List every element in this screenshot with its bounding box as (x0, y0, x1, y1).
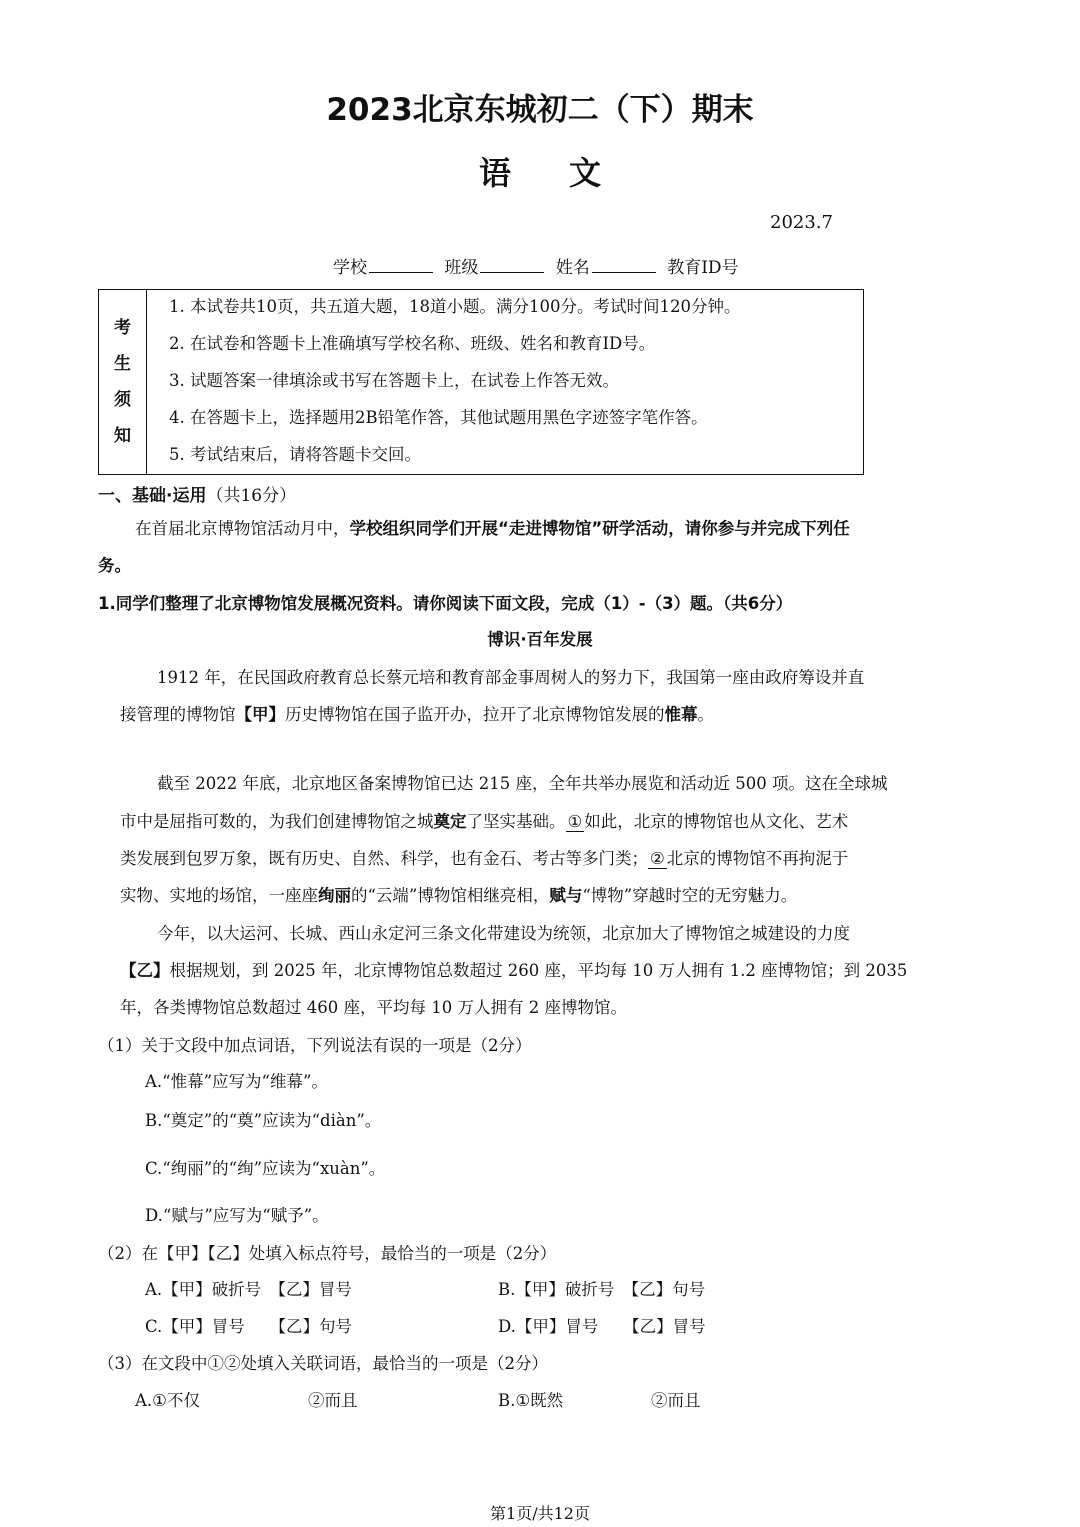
option-b[interactable]: B.“奠定”的“奠”应读为“diàn”。 (145, 1111, 382, 1130)
notice-label-char: 须 (114, 390, 131, 410)
candidate-notice-box (98, 289, 864, 475)
option-b[interactable]: B.【甲】破折号 【乙】句号 (498, 1280, 706, 1299)
notice-label-char: 考 (114, 318, 131, 338)
option-d[interactable]: D.“赋与”应写为“赋予”。 (145, 1206, 329, 1225)
notice-item: 5. 考试结束后，请将答题卡交回。 (169, 445, 421, 464)
passage-line: 今年，以大运河、长城、西山永定河三条文化带建设为统领，北京加大了博物馆之城建设的力度 (157, 924, 850, 943)
notice-label (99, 290, 147, 474)
notice-label-char: 知 (114, 426, 131, 446)
text: 北京的博物馆不再拘泥于 (666, 849, 849, 868)
text: 了坚实基础。 (466, 812, 566, 831)
text: 的“云端”博物馆相继亮相， (351, 886, 550, 905)
notice-item: 3. 试题答案一律填涂或书写在答题卡上，在试卷上作答无效。 (169, 371, 619, 390)
passage-line (120, 808, 848, 832)
passage-line (120, 845, 848, 869)
question-1: 1.同学们整理了北京博物馆发展概况资料。请你阅读下面文段，完成（1）-（3）题。（共6分） (98, 594, 793, 613)
option-d[interactable]: D.【甲】冒号 【乙】冒号 (498, 1317, 706, 1336)
page-number: 第1页/共12页 (490, 1504, 590, 1523)
option-c[interactable]: C.“绚丽”的“绚”应读为“xuàn”。 (145, 1159, 386, 1178)
blank-2: ② (650, 849, 665, 868)
exam-title: 2023北京东城初二（下）期末 (326, 92, 754, 128)
id-label: 教育ID号 (667, 258, 739, 278)
notice-item: 4. 在答题卡上，选择题用2B铅笔作答，其他试题用黑色字迹签字笔作答。 (169, 408, 708, 427)
passage-line: 截至 2022 年底，北京地区备案博物馆已达 215 座，全年共举办展览和活动近 500 项。这在全球城 (157, 774, 888, 793)
text: 如此，北京的博物馆也从文化、艺术 (584, 812, 849, 831)
school-label: 学校 (333, 258, 367, 278)
class-label: 班级 (444, 258, 479, 278)
text: 接管理的博物馆 (120, 705, 236, 724)
text: 实物、实地的场馆，一座座 (120, 886, 318, 905)
school-blank[interactable] (369, 256, 433, 273)
notice-label-char: 生 (114, 354, 131, 374)
dotted-word: 绚丽 (318, 886, 351, 905)
notice-item: 1. 本试卷共10页，共五道大题，18道小题。满分100分。考试时间120分钟。 (169, 297, 741, 316)
option-c[interactable]: C.【甲】冒号 【乙】句号 (145, 1317, 353, 1336)
class-blank[interactable] (480, 256, 544, 273)
section-heading (98, 481, 296, 506)
text: 根据规划，到 2025 年，北京博物馆总数超过 260 座，平均每 10 万人拥有 1.2 座博物馆；到 2035 (169, 961, 908, 980)
sub-question-1: （1）关于文段中加点词语，下列说法有误的一项是（2分） (98, 1036, 532, 1055)
dotted-word: 赋与 (549, 886, 583, 905)
intro-bold-text: 学校组织同学们开展“走进博物馆”研学活动，请你参与并完成下列任 (349, 519, 850, 538)
student-info-line (333, 253, 739, 278)
name-blank[interactable] (592, 256, 656, 273)
passage-line (120, 701, 714, 725)
passage-title: 博识·百年发展 (487, 630, 593, 649)
dotted-word: 奠定 (433, 812, 467, 831)
option-a-part2: ②而且 (308, 1391, 358, 1410)
text: 市中是屈指可数的，为我们创建博物馆之城 (120, 812, 434, 831)
text: 历史博物馆在国子监开办，拉开了北京博物馆发展的 (285, 705, 665, 724)
intro-line-1 (135, 515, 850, 539)
text: 。 (697, 705, 714, 724)
passage-line (120, 957, 907, 981)
sub-question-2: （2）在【甲】【乙】处填入标点符号，最恰当的一项是（2分） (98, 1244, 557, 1263)
option-a[interactable]: A.①不仅 (135, 1391, 200, 1410)
option-b[interactable]: B.①既然 (498, 1391, 564, 1410)
option-a[interactable]: A.“惟幕”应写为“维幕”。 (145, 1072, 328, 1091)
section-heading-text: 一、基础·运用 (98, 486, 207, 506)
blank-1: ① (567, 812, 583, 831)
section-heading-score: （共16分） (206, 486, 297, 506)
intro-line-2: 务。 (98, 556, 131, 575)
exam-date: 2023.7 (770, 212, 833, 233)
dotted-word: 惟幕 (664, 705, 698, 724)
option-b-part2: ②而且 (651, 1391, 701, 1410)
intro-text: 在首届北京博物馆活动月中， (135, 519, 350, 538)
text: “博物”穿越时空的无穷魅力。 (582, 886, 798, 905)
blank-marker-jia: 【甲】 (235, 705, 285, 724)
blank-marker-yi: 【乙】 (120, 961, 170, 980)
text: 类发展到包罗万象，既有历史、自然、科学，也有金石、考古等多门类； (120, 849, 648, 868)
passage-line: 1912 年，在民国政府教育总长蔡元培和教育部金事周树人的努力下，我国第一座由政府筹设并直 (157, 668, 865, 687)
sub-question-3: （3）在文段中①②处填入关联词语，最恰当的一项是（2分） (98, 1354, 548, 1373)
passage-line: 年，各类博物馆总数超过 460 座，平均每 10 万人拥有 2 座博物馆。 (120, 998, 627, 1017)
subject-title: 语文 (478, 154, 659, 192)
name-label: 姓名 (555, 258, 590, 278)
option-a[interactable]: A.【甲】破折号 【乙】冒号 (145, 1280, 352, 1299)
notice-item: 2. 在试卷和答题卡上准确填写学校名称、班级、姓名和教育ID号。 (169, 334, 656, 353)
passage-line (120, 882, 797, 906)
